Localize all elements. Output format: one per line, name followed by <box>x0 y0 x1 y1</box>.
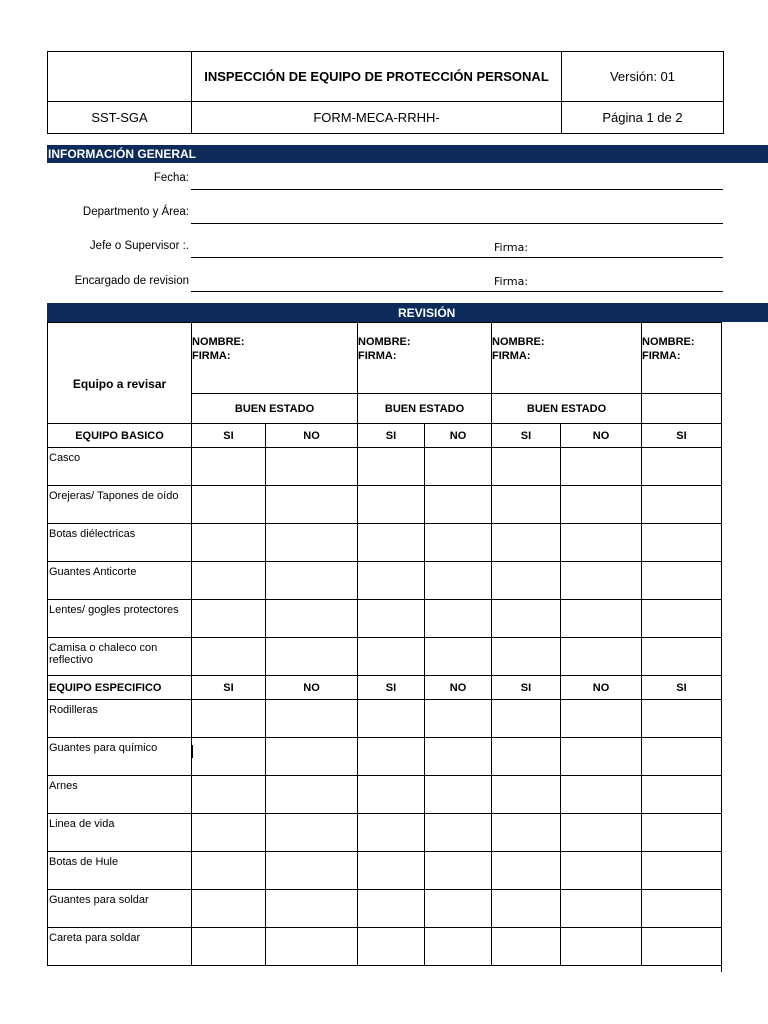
check-cell[interactable] <box>358 852 425 890</box>
check-cell[interactable] <box>266 486 358 524</box>
document-header <box>47 51 724 134</box>
no-header: NO <box>425 424 492 448</box>
check-cell[interactable] <box>561 448 642 486</box>
check-cell[interactable] <box>358 600 425 638</box>
check-cell[interactable] <box>192 890 266 928</box>
check-cell[interactable] <box>358 448 425 486</box>
table-row <box>48 486 768 524</box>
item-label: Careta para soldar <box>48 928 192 966</box>
check-cell[interactable] <box>642 852 722 890</box>
jefe-input-line[interactable] <box>191 257 723 258</box>
check-cell[interactable] <box>492 448 561 486</box>
inspector-1-firma: FIRMA: <box>192 350 231 362</box>
check-cell[interactable] <box>266 638 358 676</box>
check-cell[interactable] <box>642 738 722 776</box>
check-cell[interactable] <box>642 486 722 524</box>
check-cell[interactable] <box>358 486 425 524</box>
table-row <box>48 562 768 600</box>
fecha-label: Fecha: <box>153 172 189 184</box>
check-cell[interactable] <box>492 776 561 814</box>
check-cell[interactable] <box>192 738 266 776</box>
check-cell[interactable] <box>642 524 722 562</box>
item-label: Linea de vida <box>48 814 192 852</box>
check-cell[interactable] <box>492 600 561 638</box>
check-cell[interactable] <box>642 814 722 852</box>
check-cell[interactable] <box>561 638 642 676</box>
item-label: Botas de Hule <box>48 852 192 890</box>
revision-bar <box>47 303 768 322</box>
check-cell[interactable] <box>561 600 642 638</box>
check-cell[interactable] <box>358 700 425 738</box>
jefe-firma-label: Firma: <box>494 241 529 254</box>
si-header: SI <box>642 424 722 448</box>
encargado-firma-label: Firma: <box>494 275 529 288</box>
check-cell[interactable] <box>492 738 561 776</box>
check-cell[interactable] <box>192 448 266 486</box>
check-cell[interactable] <box>192 486 266 524</box>
si-header: SI <box>492 424 561 448</box>
table-row <box>48 738 768 776</box>
check-cell[interactable] <box>642 890 722 928</box>
table-row <box>48 524 768 562</box>
item-label: Guantes para químico <box>48 738 192 776</box>
check-cell[interactable] <box>492 928 561 966</box>
check-cell[interactable] <box>266 928 358 966</box>
check-cell[interactable] <box>358 890 425 928</box>
item-label: Botas diélectricas <box>48 524 192 562</box>
check-cell[interactable] <box>561 562 642 600</box>
check-cell[interactable] <box>266 700 358 738</box>
check-cell[interactable] <box>425 738 492 776</box>
table-row <box>48 890 768 928</box>
general-info-title: INFORMACIÓN GENERAL <box>48 147 196 161</box>
check-cell[interactable] <box>492 486 561 524</box>
encargado-label: Encargado de revision <box>74 275 189 287</box>
specific-section-title: EQUIPO ESPECIFICO <box>48 676 192 700</box>
no-header: NO <box>425 676 492 700</box>
check-cell[interactable] <box>358 738 425 776</box>
check-cell[interactable] <box>425 638 492 676</box>
check-cell[interactable] <box>192 600 266 638</box>
check-cell[interactable] <box>192 814 266 852</box>
check-cell[interactable] <box>266 448 358 486</box>
inspector-2-firma: FIRMA: <box>358 350 397 362</box>
table-row <box>48 776 768 814</box>
table-row <box>48 700 768 738</box>
check-cell[interactable] <box>492 852 561 890</box>
inspector-3-nombre: NOMBRE: <box>492 336 545 348</box>
check-cell[interactable] <box>561 928 642 966</box>
check-cell[interactable] <box>642 600 722 638</box>
inspector-3-header <box>492 323 642 394</box>
fecha-input-line[interactable] <box>191 189 723 190</box>
si-header: SI <box>358 676 425 700</box>
check-cell[interactable] <box>266 600 358 638</box>
inspector-2-header <box>358 323 492 394</box>
inspector-4-nombre: NOMBRE: <box>642 336 695 348</box>
item-label: Guantes Anticorte <box>48 562 192 600</box>
check-cell[interactable] <box>425 928 492 966</box>
check-cell[interactable] <box>192 776 266 814</box>
check-cell[interactable] <box>425 852 492 890</box>
check-cell[interactable] <box>425 486 492 524</box>
item-label: Casco <box>48 448 192 486</box>
item-label: Rodilleras <box>48 700 192 738</box>
check-cell[interactable] <box>642 776 722 814</box>
check-cell[interactable] <box>492 700 561 738</box>
check-cell[interactable] <box>492 890 561 928</box>
departamento-label: Departmento y Área: <box>82 206 189 218</box>
item-label: Arnes <box>48 776 192 814</box>
check-cell[interactable] <box>425 776 492 814</box>
check-cell[interactable] <box>358 638 425 676</box>
check-cell[interactable] <box>561 890 642 928</box>
si-header: SI <box>492 676 561 700</box>
equipo-revisar-header: Equipo a revisar <box>48 323 192 424</box>
check-cell[interactable] <box>425 700 492 738</box>
table-row <box>48 448 768 486</box>
bottom-mask <box>0 972 768 1024</box>
no-header: NO <box>266 676 358 700</box>
right-border <box>721 322 722 972</box>
basic-section-title: EQUIPO BASICO <box>48 424 192 448</box>
check-cell[interactable] <box>266 852 358 890</box>
table-row <box>48 814 768 852</box>
check-cell[interactable] <box>642 562 722 600</box>
check-cell[interactable] <box>425 814 492 852</box>
basic-items-body <box>48 448 768 676</box>
check-cell[interactable] <box>642 928 722 966</box>
check-cell[interactable] <box>266 814 358 852</box>
check-cell[interactable] <box>492 638 561 676</box>
check-cell[interactable] <box>425 524 492 562</box>
check-cell[interactable] <box>561 738 642 776</box>
check-cell[interactable] <box>561 700 642 738</box>
check-cell[interactable] <box>492 562 561 600</box>
si-header: SI <box>192 676 266 700</box>
table-row <box>48 638 768 676</box>
encargado-input-line[interactable] <box>191 291 723 292</box>
inspector-1-nombre: NOMBRE: <box>192 336 245 348</box>
check-cell[interactable] <box>266 890 358 928</box>
check-cell[interactable] <box>561 524 642 562</box>
check-cell[interactable] <box>358 776 425 814</box>
check-cell[interactable] <box>266 738 358 776</box>
check-cell[interactable] <box>492 524 561 562</box>
check-cell[interactable] <box>266 524 358 562</box>
check-cell[interactable] <box>358 562 425 600</box>
check-cell[interactable] <box>561 486 642 524</box>
check-cell[interactable] <box>192 700 266 738</box>
buen-estado-3: BUEN ESTADO <box>492 394 642 424</box>
check-cell[interactable] <box>425 890 492 928</box>
check-cell[interactable] <box>192 638 266 676</box>
buen-estado-2: BUEN ESTADO <box>358 394 492 424</box>
page-number: Página 1 de 2 <box>562 102 724 134</box>
check-cell[interactable] <box>192 524 266 562</box>
item-label: Camisa o chaleco con reflectivo <box>48 638 192 676</box>
version-label: Versión: 01 <box>562 52 724 102</box>
check-cell[interactable] <box>642 448 722 486</box>
no-header: NO <box>266 424 358 448</box>
revision-title: REVISIÓN <box>398 306 456 320</box>
check-cell[interactable] <box>266 776 358 814</box>
check-cell[interactable] <box>192 852 266 890</box>
no-header: NO <box>561 676 642 700</box>
general-info-bar <box>47 145 768 163</box>
si-header: SI <box>642 676 722 700</box>
check-cell[interactable] <box>358 814 425 852</box>
inspector-2-nombre: NOMBRE: <box>358 336 411 348</box>
inspector-1-header <box>192 323 358 394</box>
check-cell[interactable] <box>642 638 722 676</box>
check-cell[interactable] <box>425 562 492 600</box>
check-cell[interactable] <box>425 448 492 486</box>
inspector-4-firma: FIRMA: <box>642 350 681 362</box>
check-cell[interactable] <box>561 776 642 814</box>
check-cell[interactable] <box>358 928 425 966</box>
jefe-label: Jefe o Supervisor :. <box>89 240 189 252</box>
item-label: Guantes para soldar <box>48 890 192 928</box>
check-cell[interactable] <box>192 928 266 966</box>
text-cursor <box>192 745 193 758</box>
check-cell[interactable] <box>561 814 642 852</box>
check-cell[interactable] <box>561 852 642 890</box>
doc-code: SST-SGA <box>48 102 192 134</box>
item-label: Orejeras/ Tapones de oído <box>48 486 192 524</box>
si-header: SI <box>192 424 266 448</box>
buen-estado-1: BUEN ESTADO <box>192 394 358 424</box>
check-cell[interactable] <box>492 814 561 852</box>
check-cell[interactable] <box>266 562 358 600</box>
check-cell[interactable] <box>192 562 266 600</box>
check-cell[interactable] <box>358 524 425 562</box>
inspection-grid <box>47 322 768 966</box>
si-header: SI <box>358 424 425 448</box>
inspector-3-firma: FIRMA: <box>492 350 531 362</box>
no-header: NO <box>561 424 642 448</box>
header-logo-cell <box>48 52 192 102</box>
item-label: Lentes/ gogles protectores <box>48 600 192 638</box>
departamento-input-line[interactable] <box>191 223 723 224</box>
table-row <box>48 600 768 638</box>
check-cell[interactable] <box>425 600 492 638</box>
right-mask <box>722 322 768 1024</box>
check-cell[interactable] <box>642 700 722 738</box>
table-row <box>48 928 768 966</box>
specific-items-body <box>48 700 768 966</box>
table-row <box>48 852 768 890</box>
form-title: INSPECCIÓN DE EQUIPO DE PROTECCIÓN PERSONAL <box>192 52 562 102</box>
form-code: FORM-MECA-RRHH- <box>192 102 562 134</box>
